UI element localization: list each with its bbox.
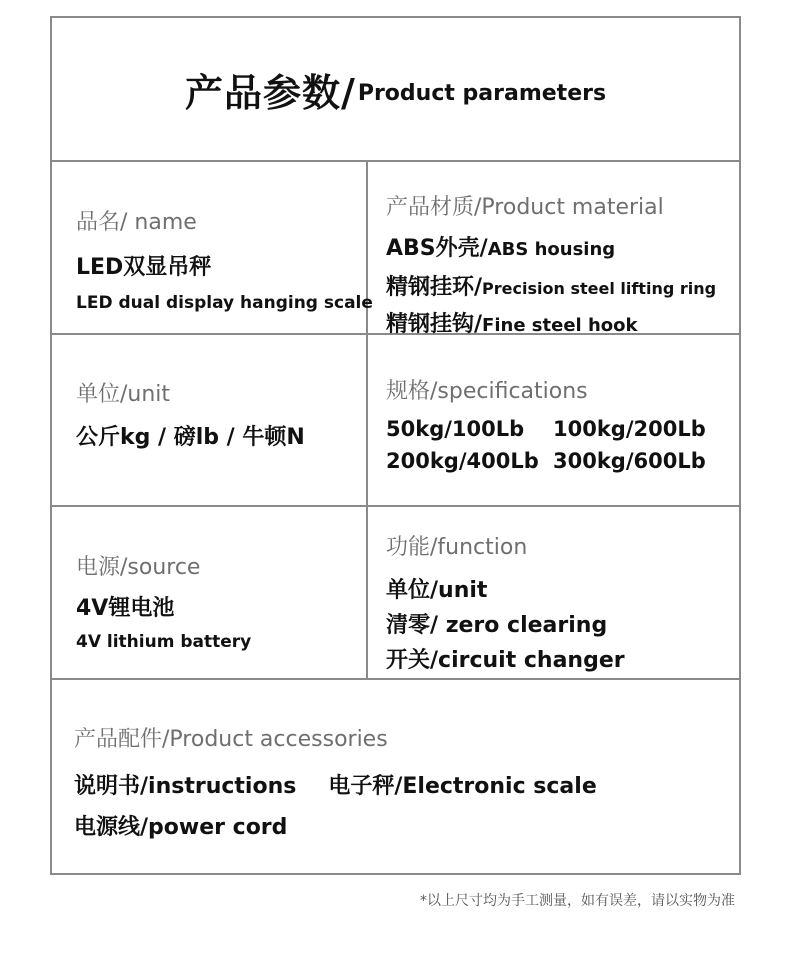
unit-cell: [76, 377, 305, 451]
source-cell: [76, 550, 251, 652]
name-value-en: LED dual display hanging scale: [76, 293, 373, 313]
name-label: 品名/ name: [76, 210, 197, 235]
divider: [52, 505, 739, 507]
material-item-en: Fine steel hook: [482, 315, 638, 336]
accessory-item: 说明书/instructions: [74, 774, 297, 799]
title-cn: 产品参数/: [184, 70, 356, 115]
accessories-row: [74, 769, 597, 800]
source-value-en: 4V lithium battery: [76, 632, 252, 652]
material-item-en: ABS housing: [487, 239, 616, 260]
divider: [52, 160, 739, 162]
spec-value: 50kg/100Lb: [386, 417, 525, 441]
accessory-item: 电源线/power cord: [74, 815, 288, 840]
page-title: [52, 18, 739, 160]
material-item-cn: 精钢挂钩/: [386, 312, 483, 337]
unit-value: 公斤kg / 磅lb / 牛顿N: [76, 425, 305, 450]
material-item-en: Precision steel lifting ring: [482, 279, 717, 298]
title-en: Product parameters: [357, 80, 607, 106]
accessory-item: 电子秤/Electronic scale: [328, 774, 597, 799]
function-cell: [386, 530, 625, 674]
material-item: [386, 231, 716, 262]
source-value-cn: 4V锂电池: [76, 596, 175, 621]
product-parameters-table: [50, 16, 741, 875]
material-label: 产品材质/Product material: [386, 195, 664, 220]
function-item: 单位/unit: [386, 578, 488, 603]
function-item: 清零/ zero clearing: [386, 613, 608, 638]
spec-value: 300kg/600Lb: [553, 449, 706, 473]
specifications-label: 规格/specifications: [386, 379, 588, 404]
name-value-cn: LED双显吊秤: [76, 255, 212, 280]
divider: [52, 678, 739, 680]
function-item: 开关/circuit changer: [386, 648, 625, 673]
material-item-cn: 精钢挂环/: [386, 275, 483, 300]
function-label: 功能/function: [386, 535, 528, 560]
measurement-note: *以上尺寸均为手工测量，如有误差，请以实物为准: [420, 893, 735, 909]
material-cell: [386, 190, 716, 338]
material-item: [386, 270, 716, 301]
material-item-cn: ABS外壳/: [386, 236, 488, 261]
name-cell: [76, 205, 373, 313]
spec-value: 100kg/200Lb: [553, 417, 706, 441]
source-label: 电源/source: [76, 555, 201, 580]
specifications-list: [386, 417, 723, 473]
accessories-label: 产品配件/Product accessories: [74, 727, 388, 752]
accessories-cell: [74, 722, 597, 841]
spec-value: 200kg/400Lb: [386, 449, 539, 473]
unit-label: 单位/unit: [76, 382, 171, 407]
specifications-cell: [386, 374, 723, 473]
material-item: [386, 307, 716, 338]
